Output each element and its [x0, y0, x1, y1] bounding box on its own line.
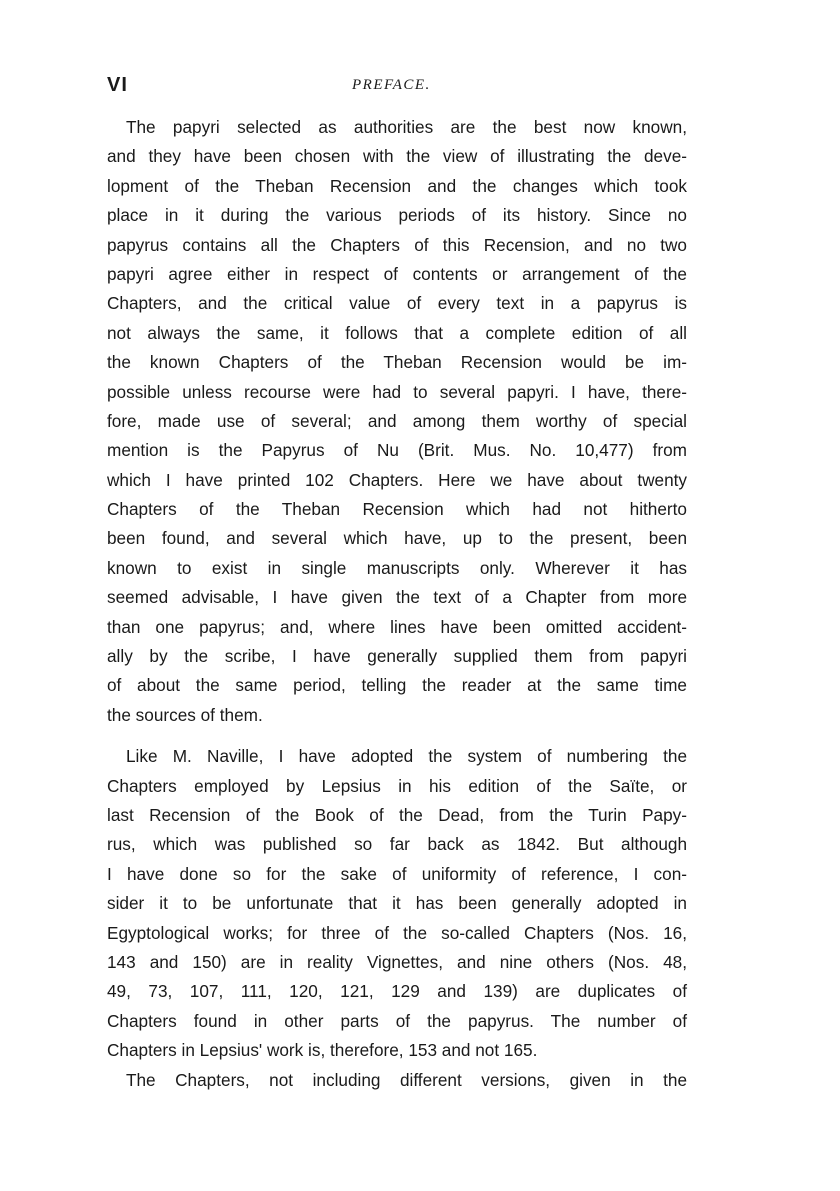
paragraph-2: [107, 742, 687, 1065]
text-line: seemed advisable, I have given the text of a Chapter from more: [107, 587, 687, 608]
text-line: Chapters of the Theban Recension which had not hitherto: [107, 499, 687, 520]
page-number: VI: [107, 74, 128, 96]
text-line: Like M. Naville, I have adopted the system of numbering the: [126, 746, 687, 767]
text-line: not always the same, it follows that a complete edition of all: [107, 322, 687, 343]
text-line: rus, which was published so far back as 1842. But although: [107, 834, 687, 855]
text-line: lopment of the Theban Recension and the changes which took: [107, 175, 687, 196]
text-line: which I have printed 102 Chapters. Here we have about twenty: [107, 469, 687, 490]
text-line: last Recension of the Book of the Dead, from the Turin Papy-: [107, 804, 687, 825]
text-line: Egyptological works; for three of the so-called Chapters (Nos. 16,: [107, 922, 687, 943]
text-line: 49, 73, 107, 111, 120, 121, 129 and 139) are duplicates of: [107, 981, 687, 1002]
text-line: fore, made use of several; and among them worthy of special: [107, 410, 687, 431]
paragraph-1: [107, 113, 687, 730]
text-line: ally by the scribe, I have generally supplied them from papyri: [107, 646, 687, 667]
text-line: the sources of them.: [107, 704, 263, 725]
text-line: possible unless recourse were had to several papyri. I have, there-: [107, 381, 687, 402]
text-line: Chapters employed by Lepsius in his edition of the Saïte, or: [107, 775, 687, 796]
text-line: the known Chapters of the Theban Recension would be im-: [107, 352, 687, 373]
text-line: of about the same period, telling the reader at the same time: [107, 675, 687, 696]
running-title: PREFACE.: [352, 77, 431, 93]
running-head: [107, 74, 687, 102]
text-line: than one papyrus; and, where lines have been omitted accident-: [107, 616, 687, 637]
text-line: sider it to be unfortunate that it has been generally adopted in: [107, 893, 687, 914]
body-text: [107, 113, 687, 1095]
text-line: 143 and 150) are in reality Vignettes, and nine others (Nos. 48,: [107, 951, 687, 972]
text-line: and they have been chosen with the view of illustrating the deve-: [107, 146, 687, 167]
text-line: known to exist in single manuscripts only. Wherever it has: [107, 557, 687, 578]
text-line: papyrus contains all the Chapters of this Recension, and no two: [107, 234, 687, 255]
text-line: papyri agree either in respect of contents or arrangement of the: [107, 263, 687, 284]
text-line: Chapters in Lepsius' work is, therefore, 153 and not 165.: [107, 1040, 538, 1061]
text-line: been found, and several which have, up to the present, been: [107, 528, 687, 549]
text-line: Chapters, and the critical value of every text in a papyrus is: [107, 293, 687, 314]
text-line: mention is the Papyrus of Nu (Brit. Mus. No. 10,477) from: [107, 440, 687, 461]
text-line: The Chapters, not including different versions, given in the: [126, 1069, 687, 1090]
text-line: place in it during the various periods of its history. Since no: [107, 205, 687, 226]
text-line: I have done so for the sake of uniformity of reference, I con-: [107, 863, 687, 884]
paragraph-3: [107, 1066, 687, 1095]
text-line: Chapters found in other parts of the papyrus. The number of: [107, 1010, 687, 1031]
text-line: The papyri selected as authorities are the best now known,: [126, 117, 687, 137]
